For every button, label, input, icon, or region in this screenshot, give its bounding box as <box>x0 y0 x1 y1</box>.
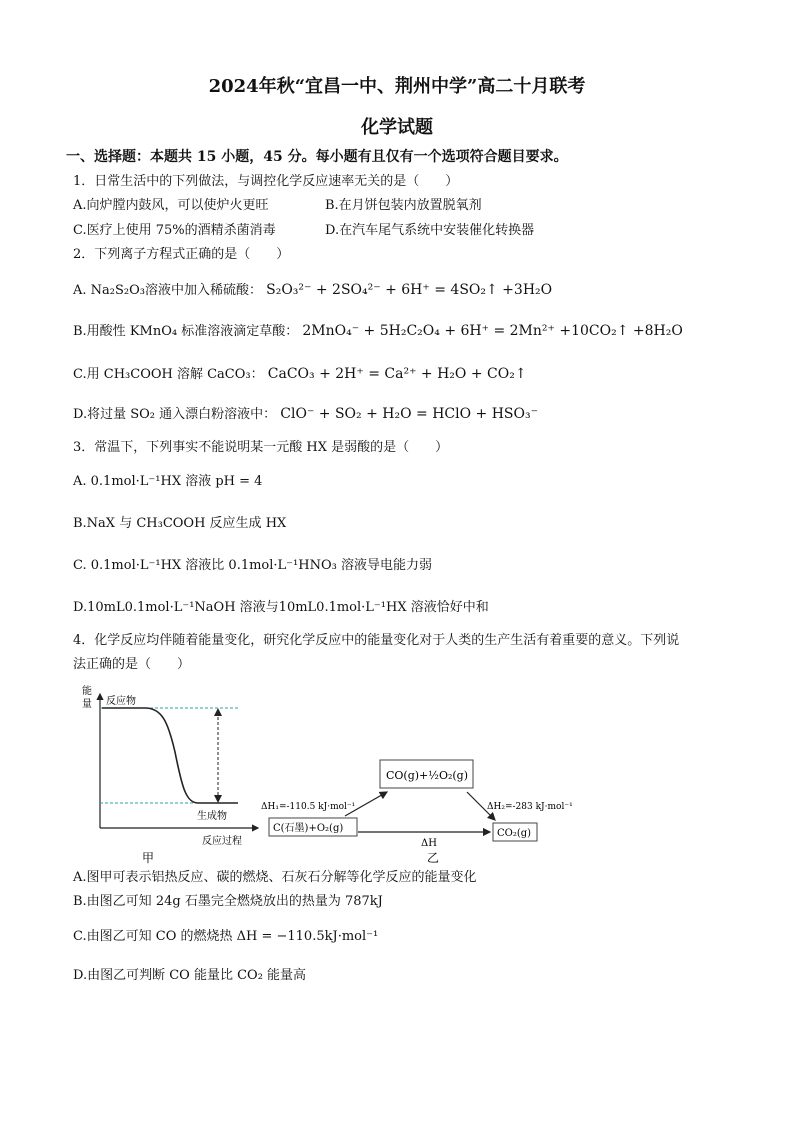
reactant-label: 反应物 <box>106 696 136 707</box>
q2-a-text: A. Na₂S₂O₃溶液中加入稀硫酸： <box>73 283 262 298</box>
right-box-label: CO₂(g) <box>497 828 532 839</box>
q1-option-b: B.在月饼包装内放置脱氧剂 <box>325 198 482 213</box>
q3-option-b: B.NaX 与 CH₃COOH 反应生成 HX <box>73 516 287 531</box>
q3-option-d: D.10mL0.1mol·L⁻¹NaOH 溶液与10mL0.1mol·L⁻¹HX 溶液恰好中和 <box>73 600 489 615</box>
q2-d-equation: ClO⁻ + SO₂ + H₂O = HClO + HSO₃⁻ <box>280 406 538 422</box>
q1-stem: 1．日常生活中的下列做法，与调控化学反应速率无关的是（ ） <box>73 174 459 189</box>
section-heading: 一、选择题：本题共 15 小题，45 分。每小题有且仅有一个选项符合题目要求。 <box>66 149 568 165</box>
q2-c-equation: CaCO₃ + 2H⁺ = Ca²⁺ + H₂O + CO₂↑ <box>267 366 527 382</box>
top-box-label: CO(g)+½O₂(g) <box>386 769 468 782</box>
q2-option-b <box>73 322 683 341</box>
product-label: 生成物 <box>197 811 227 822</box>
q4-option-b: B.由图乙可知 24g 石墨完全燃烧放出的热量为 787kJ <box>73 894 383 909</box>
dh2-label: ΔH₂=-283 kJ·mol⁻¹ <box>487 802 573 812</box>
y-axis-label-1: 能 <box>82 686 92 697</box>
figure-jia-caption: 甲 <box>142 851 155 865</box>
q2-c-text: C.用 CH₃COOH 溶解 CaCO₃： <box>73 367 264 382</box>
q1-option-a: A.向炉膛内鼓风，可以使炉火更旺 <box>73 198 269 213</box>
exam-subtitle: 化学试题 <box>361 117 433 138</box>
left-box-label: C(石墨)+O₂(g) <box>273 823 344 834</box>
q1-option-d: D.在汽车尾气系统中安装催化转换器 <box>325 223 535 238</box>
q1-option-c: C.医疗上使用 75%的酒精杀菌消毒 <box>73 223 276 238</box>
q2-b-equation: 2MnO₄⁻ + 5H₂C₂O₄ + 6H⁺ = 2Mn²⁺ +10CO₂↑ +8H₂O <box>302 323 683 339</box>
exam-title: 2024年秋“宜昌一中、荆州中学”高二十月联考 <box>208 76 586 97</box>
y-axis-label-2: 量 <box>82 699 92 710</box>
dh1-label: ΔH₁=-110.5 kJ·mol⁻¹ <box>261 802 356 812</box>
figure-yi <box>255 752 585 867</box>
q2-option-d <box>73 405 538 424</box>
q3-stem: 3．常温下，下列事实不能说明某一元酸 HX 是弱酸的是（ ） <box>73 440 449 455</box>
q2-stem: 2．下列离子方程式正确的是（ ） <box>73 247 290 262</box>
q3-option-a: A. 0.1mol·L⁻¹HX 溶液 pH = 4 <box>73 474 263 489</box>
q2-d-text: D.将过量 SO₂ 通入漂白粉溶液中： <box>73 407 277 422</box>
q2-option-c <box>73 365 527 384</box>
q4-option-d: D.由图乙可判断 CO 能量比 CO₂ 能量高 <box>73 968 307 983</box>
q2-a-equation: S₂O₃²⁻ + 2SO₄²⁻ + 6H⁺ = 4SO₂↑ +3H₂O <box>266 282 553 298</box>
q4-option-c: C.由图乙可知 CO 的燃烧热 ΔH = −110.5kJ·mol⁻¹ <box>73 929 379 944</box>
dh-label: ΔH <box>421 838 437 849</box>
q2-b-text: B.用酸性 KMnO₄ 标准溶液滴定草酸： <box>73 324 299 339</box>
x-axis-label: 反应过程 <box>202 836 242 847</box>
q1-options-row2 <box>73 222 713 240</box>
q4-stem-line1: 4．化学反应均伴随着能量变化，研究化学反应中的能量变化对于人类的生产生活有着重要的意义。下列说 <box>73 633 680 648</box>
figure-yi-caption: 乙 <box>427 851 440 865</box>
q4-stem-line2: 法正确的是（ ） <box>73 657 191 672</box>
figure-jia <box>80 682 270 867</box>
q1-options-row1 <box>73 197 713 215</box>
q3-option-c: C. 0.1mol·L⁻¹HX 溶液比 0.1mol·L⁻¹HNO₃ 溶液导电能力弱 <box>73 558 432 573</box>
q2-option-a <box>73 281 552 300</box>
q4-option-a: A.图甲可表示铝热反应、碳的燃烧、石灰石分解等化学反应的能量变化 <box>73 870 477 885</box>
